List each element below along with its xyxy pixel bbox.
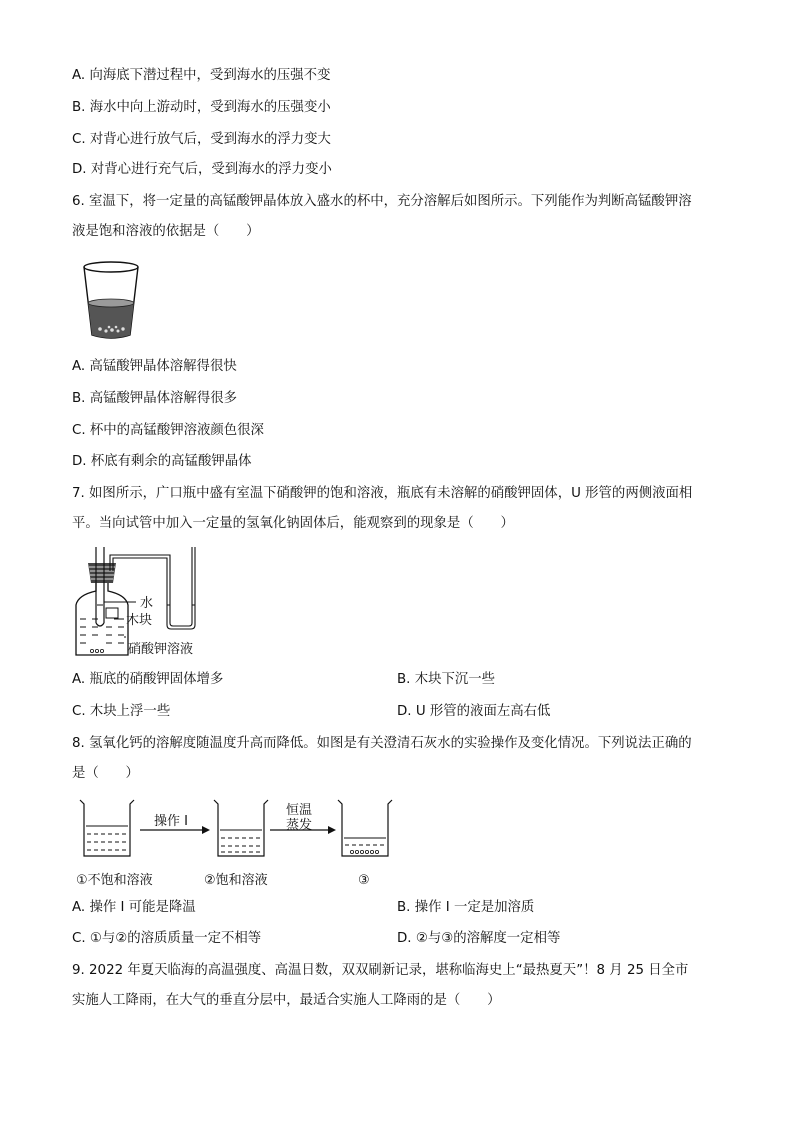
q7-label-wood: 木块 — [126, 613, 153, 628]
q7-option-d: D. U 形管的液面左高右低 — [397, 704, 551, 719]
q8-label-b1: ①不饱和溶液 — [76, 873, 153, 888]
q7-stem-line2: 平。当向试管中加入一定量的氢氧化钠固体后，能观察到的现象是（ ） — [72, 516, 514, 531]
q7-option-c: C. 木块上浮一些 — [72, 704, 171, 719]
q8-option-d: D. ②与③的溶解度一定相等 — [397, 931, 561, 946]
q8-label-op2-top: 恒温 — [286, 803, 313, 818]
q7-option-b: B. 木块下沉一些 — [397, 672, 496, 687]
q8-stem-line1: 8. 氢氧化钙的溶解度随温度升高而降低。如图是有关澄清石灰水的实验操作及变化情况。下列说法正确的 — [72, 736, 692, 751]
q6-option-b: B. 高锰酸钾晶体溶解得很多 — [72, 391, 237, 406]
q8-label-b3: ③ — [358, 873, 370, 888]
q8-beaker-1 — [80, 800, 134, 856]
q9-stem-line2: 实施人工降雨，在大气的垂直分层中，最适合实施人工降雨的是（ ） — [72, 993, 501, 1008]
q7-stem-line1: 7. 如图所示，广口瓶中盛有室温下硝酸钾的饱和溶液，瓶底有未溶解的硝酸钾固体，U 形管的两侧液面相 — [72, 486, 693, 501]
q7-apparatus-figure — [66, 543, 246, 661]
q8-option-a: A. 操作 I 可能是降温 — [72, 900, 196, 915]
q6-option-d: D. 杯底有剩余的高锰酸钾晶体 — [72, 454, 252, 469]
q7-label-solution: 硝酸钾溶液 — [128, 642, 194, 657]
q8-label-b2: ②饱和溶液 — [204, 873, 268, 888]
q8-option-b: B. 操作 I 一定是加溶质 — [397, 900, 535, 915]
q6-option-a: A. 高锰酸钾晶体溶解得很快 — [72, 359, 237, 374]
q8-label-op2-bottom: 蒸发 — [286, 818, 313, 833]
q6-option-c: C. 杯中的高锰酸钾溶液颜色很深 — [72, 423, 264, 438]
q7-option-a: A. 瓶底的硝酸钾固体增多 — [72, 672, 224, 687]
q5-option-a: A. 向海底下潜过程中，受到海水的压强不变 — [72, 68, 331, 83]
q8-stem-line2: 是（ ） — [72, 766, 139, 781]
q8-label-op1: 操作 I — [154, 814, 188, 829]
q5-option-d: D. 对背心进行充气后，受到海水的浮力变小 — [72, 162, 332, 177]
q7-label-water: 水 — [140, 596, 154, 611]
q8-option-c: C. ①与②的溶质质量一定不相等 — [72, 931, 262, 946]
q8-beaker-3 — [338, 800, 392, 856]
q6-stem-line1: 6. 室温下，将一定量的高锰酸钾晶体放入盛水的杯中，充分溶解后如图所示。下列能作为判断高锰酸钾溶 — [72, 194, 692, 209]
q8-beakers-figure — [70, 790, 400, 892]
q6-stem-line2: 液是饱和溶液的依据是（ ） — [72, 224, 260, 239]
q5-option-b: B. 海水中向上游动时，受到海水的压强变小 — [72, 100, 331, 115]
q5-option-c: C. 对背心进行放气后，受到海水的浮力变大 — [72, 132, 331, 147]
q6-beaker-figure — [80, 257, 142, 341]
q9-stem-line1: 9. 2022 年夏天临海的高温强度、高温日数，双双刷新记录，堪称临海史上“最热夏天”！8 月 25 日全市 — [72, 963, 689, 978]
q8-beaker-2 — [214, 800, 268, 856]
